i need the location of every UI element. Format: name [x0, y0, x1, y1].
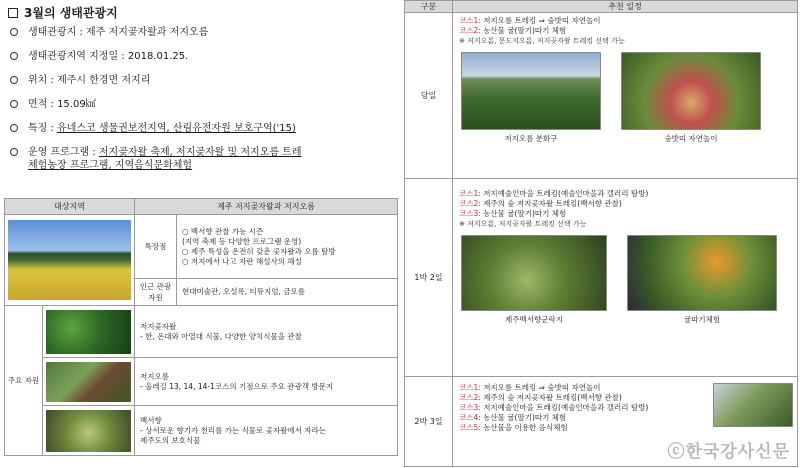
photo-row [453, 232, 797, 327]
resource-daphne [135, 406, 398, 456]
resource-desc: - 상서로운 향기가 천리를 가는 식물로 곶자왈에서 자라는 [140, 425, 327, 435]
course-item [459, 209, 791, 219]
course-note: ※ 저지오름, 저지곶자왈 트레킹 선택 가능 [459, 220, 587, 228]
landscape-photo-cell [5, 215, 135, 306]
course-item [459, 199, 791, 209]
bullet-item: 운영 프로그램 : 저지곶자왈 축제, 저지곶자왈 및 저지오름 트레 체험농장 프로그램, 지역음식문화체험 [10, 146, 400, 172]
course-text: 제주의 숲 저지곶자왈 트레킹(백서향 관찰) [483, 199, 622, 208]
course-label: 코스1: [459, 16, 481, 25]
course-label: 코스5: [459, 423, 481, 432]
photo-card [627, 235, 777, 325]
header-plan: 추천 일정 [453, 1, 798, 13]
course-text: 저지오름 트레킹 ⇒ 숲밧띠 자연놀이 [483, 383, 601, 392]
resources-label: 주요 자원 [5, 306, 43, 456]
bullet-value: 제주시 한경면 저지리 [57, 75, 151, 86]
daphne-colony-photo [461, 235, 607, 311]
photo-card [621, 52, 761, 144]
bullet-label: 운영 프로그램 [28, 147, 90, 158]
course-label: 코스2: [459, 199, 481, 208]
info-bullets [10, 26, 400, 183]
watermark: ⓒ한국강사신문 [667, 442, 790, 462]
resource-oreum [135, 358, 398, 406]
photo-card [461, 52, 601, 144]
bullet-value: 15.09㎢ [57, 99, 96, 110]
course-label: 코스2: [459, 393, 481, 402]
schedule-table [404, 0, 798, 467]
course-label: 코스3: [459, 209, 481, 218]
header-target: 대상지역 [5, 199, 135, 215]
bullet-value: 2018.01.25. [127, 51, 189, 62]
forest-photo-cell [43, 306, 135, 358]
circle-bullet-icon [10, 76, 18, 84]
day-label: 당일 [405, 13, 453, 179]
circle-bullet-icon [10, 100, 18, 108]
bullet-item: 위치 : 제주시 한경면 저지리 [10, 74, 400, 87]
forest-photo [46, 310, 131, 354]
greenhouse-photo [713, 383, 793, 427]
daphne-photo [46, 410, 131, 452]
course-label: 코스4: [459, 413, 481, 422]
oreum-photo [46, 362, 131, 402]
section-title-text: 3월의 생태관광지 [24, 6, 118, 20]
tangerine-picking-photo [627, 235, 777, 311]
bullet-item: 생태관광지역 지정일 : 2018.01.25. [10, 50, 400, 63]
section-title [8, 4, 118, 21]
course-text: 농산물 귤(딸기)따기 체험 [483, 413, 567, 422]
resource-desc: 제주도의 보호식물 [140, 435, 201, 445]
course-label: 코스3: [459, 403, 481, 412]
bullet-value-cont: 체험농장 프로그램, 지역음식문화체험 [28, 160, 193, 171]
nature-play-photo [621, 52, 761, 130]
resource-title: 저지오름 [140, 371, 169, 381]
course-item [459, 16, 791, 26]
course-text: 농산물을 이용한 음식체험 [483, 423, 568, 432]
course-text: 저지예술인마을 트레킹(예술인마을과 갤러리 탐방) [483, 403, 649, 412]
day-schedule [453, 179, 798, 377]
resource-desc: - 한, 온대와 아열대 식물, 다양한 양치식물을 관찰 [140, 331, 302, 341]
feature-desc [177, 215, 398, 279]
bullet-value: 유네스코 생물권보전지역, 산림유전자원 보호구역('15) [57, 123, 296, 134]
oreum-photo-cell [43, 358, 135, 406]
course-text: 제주의 숲 저지곶자왈 트레킹(백서향 관찰) [483, 393, 622, 402]
photo-caption: 저지오름 분화구 [504, 134, 558, 143]
feature-line: ○ 백서향 관찰 가능 시즌 [182, 226, 264, 236]
bullet-item: 특징 : 유네스코 생물권보전지역, 산림유전자원 보호구역('15) [10, 122, 400, 135]
resource-title: 백서향 [140, 415, 162, 425]
circle-bullet-icon [10, 52, 18, 60]
resource-forest [135, 306, 398, 358]
day-label: 2박 3일 [405, 377, 453, 467]
course-label: 코스1: [459, 383, 481, 392]
feature-line: ○ 저지에서 나고 자란 해설사의 해설 [182, 256, 302, 266]
course-item [459, 26, 791, 36]
course-note: ※ 저지오름, 문도지오름, 저지곶자왈 트레킹 선택 가능 [459, 37, 625, 45]
circle-bullet-icon [10, 124, 18, 132]
course-text: 저지오름 트레킹 ⇒ 숲밧띠 자연놀이 [483, 16, 601, 25]
course-list [453, 179, 797, 232]
nearby-value: 현대미술관, 오설록, 티뮤지엄, 금오름 [177, 279, 398, 306]
checkbox-square-icon [8, 8, 18, 18]
resource-desc: - 올레길 13, 14, 14-1코스의 기점으로 주요 관광객 방문지 [140, 381, 334, 391]
bullet-label: 면적 [28, 99, 48, 110]
circle-bullet-icon [10, 148, 18, 156]
header-type: 구분 [405, 1, 453, 13]
header-site: 제주 저지곶자왈과 저지오름 [135, 199, 398, 215]
daphne-photo-cell [43, 406, 135, 456]
crater-photo [461, 52, 601, 130]
right-panel [404, 0, 800, 468]
feature-line: (지역 축제 등 다양한 프로그램 운영) [182, 236, 302, 246]
photo-caption: 제주백서향군락지 [505, 315, 563, 324]
landscape-photo [8, 220, 131, 300]
bullet-label: 생태관광지 [28, 27, 77, 38]
day-label: 1박 2일 [405, 179, 453, 377]
bullet-value: 저지곶자왈 축제, 저지곶자왈 및 저지오름 트레 [98, 147, 302, 158]
resource-title: 저지곶자왈 [140, 321, 177, 331]
course-item [459, 189, 791, 199]
photo-caption: 숲밧띠 자연놀이 [664, 134, 718, 143]
bullet-label: 위치 [28, 75, 48, 86]
bullet-value: 제주 저지곶자왈과 저지오름 [86, 27, 209, 38]
day-schedule [453, 13, 798, 179]
course-text: 저지예술인마을 트레킹(예술인마을과 갤러리 탐방) [483, 189, 649, 198]
bullet-item: 면적 : 15.09㎢ [10, 98, 400, 111]
course-text: 농산물 귤(딸기)따기 체험 [483, 26, 567, 35]
photo-row [453, 49, 797, 146]
bullet-item: 생태관광지 : 제주 저지곶자왈과 저지오름 [10, 26, 400, 39]
bullet-label: 생태관광지역 지정일 [28, 51, 119, 62]
course-label: 코스1: [459, 189, 481, 198]
circle-bullet-icon [10, 28, 18, 36]
feature-label: 특장점 [135, 215, 177, 279]
course-list [453, 13, 797, 49]
course-text: 농산물 귤(딸기)따기 체험 [483, 209, 567, 218]
photo-caption: 귤따기체험 [683, 315, 721, 324]
feature-line: ○ 제주 특성을 온전히 갖춘 곶자왈과 오름 탐방 [182, 246, 336, 256]
nearby-label: 인근 관광자원 [135, 279, 177, 306]
course-label: 코스2: [459, 26, 481, 35]
bullet-label: 특징 [28, 123, 48, 134]
photo-card [461, 235, 607, 325]
site-info-table [4, 198, 398, 456]
